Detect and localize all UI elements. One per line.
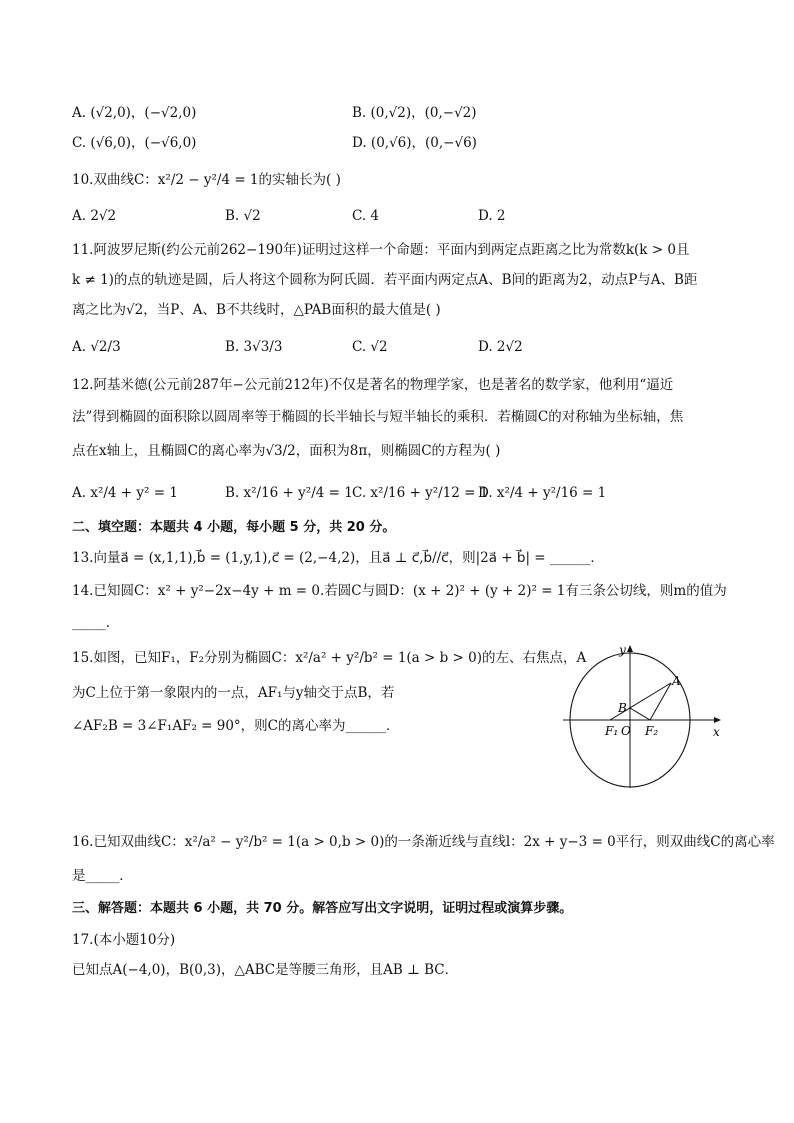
q17-title: 17.(本小题10分)	[72, 932, 176, 948]
q10-option-c: C. 4	[352, 208, 380, 224]
q15-stem-line1: 15.如图，已知F₁，F₂分别为椭圆C：x²/a² + y²/b² = 1(a > b > 0)的左、右焦点，A	[72, 650, 587, 666]
ellipse-diagram	[555, 640, 725, 790]
q11-stem-line1: 11.阿波罗尼斯(约公元前262−190年)证明过这样一个命题：平面内到两定点距离之比为常数k(k > 0且	[72, 242, 690, 258]
q12-option-a: A. x²/4 + y² = 1	[72, 485, 178, 501]
q14-stem-line1: 14.已知圆C：x² + y²−2x−4y + m = 0.若圆C与圆D：(x + 2)² + (y + 2)² = 1有三条公切线，则m的值为	[72, 583, 727, 599]
q11-option-a: A. √2/3	[72, 339, 121, 355]
q16-stem-line1: 16.已知双曲线C：x²/a² − y²/b² = 1(a > 0,b > 0)的一条渐近线与直线l：2x + y−3 = 0平行，则双曲线C的离心率	[72, 834, 775, 850]
q12-option-b: B. x²/16 + y²/4 = 1	[225, 485, 353, 501]
q16-stem-line2: 是_____．	[72, 868, 133, 884]
label-f2: F₂	[645, 724, 659, 738]
q10-option-d: D. 2	[478, 208, 506, 224]
q12-option-c: C. x²/16 + y²/12 = 1	[352, 485, 489, 501]
q12-stem-line3: 点在x轴上，且椭圆C的离心率为√3/2，面积为8π，则椭圆C的方程为( )	[72, 443, 501, 459]
q17-stem-line1: 已知点A(−4,0)，B(0,3)，△ABC是等腰三角形，且AB ⊥ BC．	[72, 962, 459, 978]
label-f1: F₁	[605, 724, 619, 738]
q11-stem-line3: 离之比为√2，当P、A、B不共线时，△PAB面积的最大值是( )	[72, 302, 441, 318]
q9-option-b: B. (0,√2)，(0,−√2)	[352, 105, 477, 121]
q13-stem: 13.向量a⃗ = (x,1,1),b⃗ = (1,y,1),c⃗ = (2,−4,2)，且a⃗ ⊥ c⃗,b⃗//c⃗，则|2a⃗ + b⃗| = ______．	[72, 550, 604, 566]
q10-stem: 10.双曲线C：x²/2 − y²/4 = 1的实轴长为( )	[72, 172, 341, 188]
q9-option-c: C. (√6,0)，(−√6,0)	[72, 135, 197, 151]
label-b: B	[618, 701, 627, 715]
q10-option-b: B. √2	[225, 208, 261, 224]
ellipse-figure	[555, 640, 725, 790]
segment-a-f2	[650, 683, 671, 720]
label-y: y	[619, 643, 626, 657]
q15-stem-line2: 为C上位于第一象限内的一点，AF₁与y轴交于点B，若	[72, 685, 395, 701]
q12-stem-line1: 12.阿基米德(公元前287年−公元前212年)不仅是著名的物理学家，也是著名的数学家，他利用“逼近	[72, 377, 674, 393]
q14-stem-line2: _____．	[72, 615, 120, 631]
q9-option-d: D. (0,√6)，(0,−√6)	[352, 135, 477, 151]
q9-option-a: A. (√2,0)，(−√2,0)	[72, 105, 197, 121]
label-o: O	[621, 724, 631, 738]
q11-option-c: C. √2	[352, 339, 388, 355]
section-fill-in-heading: 二、填空题：本题共 4 小题，每小题 5 分，共 20 分。	[72, 520, 396, 535]
q11-option-b: B. 3√3/3	[225, 339, 283, 355]
q15-stem-line3: ∠AF₂B = 3∠F₁AF₂ = 90°，则C的离心率为______．	[72, 718, 400, 734]
q10-option-a: A. 2√2	[72, 208, 117, 224]
q12-option-d: D. x²/4 + y²/16 = 1	[478, 485, 607, 501]
q11-stem-line2: k ≠ 1)的点的轨迹是圆，后人将这个圆称为阿氏圆．若平面内两定点A、B间的距离为2，动点P与A、B距	[72, 272, 698, 288]
q11-option-d: D. 2√2	[478, 339, 523, 355]
section-solution-heading: 三、解答题：本题共 6 小题，共 70 分。解答应写出文字说明，证明过程或演算步骤。	[72, 901, 573, 916]
label-a: A	[672, 674, 681, 688]
segment-b-f2	[630, 708, 650, 720]
label-x: x	[713, 725, 720, 739]
q12-stem-line2: 法”得到椭圆的面积除以圆周率等于椭圆的长半轴长与短半轴长的乘积．若椭圆C的对称轴为坐标轴，焦	[72, 409, 684, 425]
